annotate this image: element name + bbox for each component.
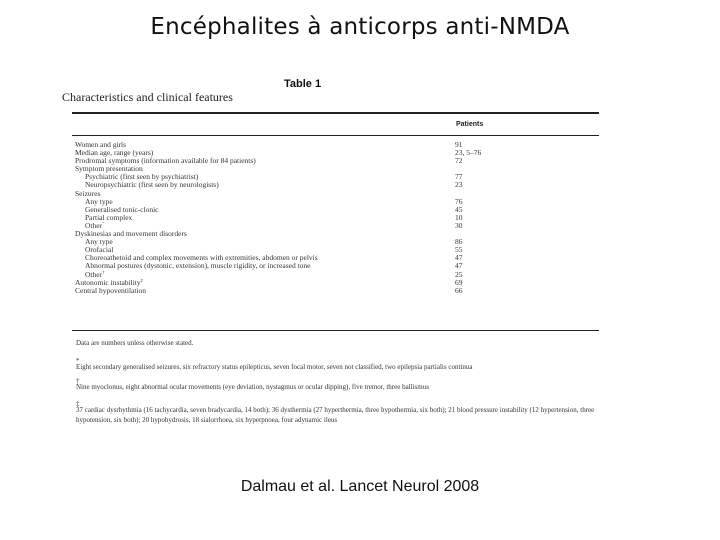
table-row: [75, 198, 599, 206]
row-label: [75, 222, 455, 230]
row-label: [75, 141, 455, 149]
row-value: 10: [455, 212, 463, 222]
table-row: [75, 279, 599, 287]
row-value: 77: [455, 172, 463, 182]
row-label-text: Orofacial: [85, 246, 114, 255]
row-value: 76: [455, 196, 463, 206]
table-row: [75, 190, 599, 198]
row-label: [75, 238, 455, 246]
row-value: 69: [455, 277, 463, 287]
table-body: [75, 141, 599, 295]
row-label: [75, 198, 455, 206]
table-row: [75, 149, 599, 157]
row-label-text: Neuropsychiatric (first seen by neurologists): [85, 181, 219, 190]
row-value: 55: [455, 245, 463, 255]
table-bottom-rule: [72, 330, 599, 331]
row-label: [75, 149, 455, 157]
row-label: [75, 230, 455, 238]
row-label: [75, 206, 455, 214]
row-label-text: Prodromal symptoms (information available for 84 patients): [75, 157, 256, 166]
row-label: [75, 173, 455, 181]
row-label-text: Central hypoventilation: [75, 286, 147, 295]
table-row: [75, 230, 599, 238]
row-label-text: Any type: [85, 238, 113, 247]
row-label-text: Generalised tonic-clonic: [85, 205, 159, 214]
footnote-ref: *: [102, 221, 105, 227]
row-label-text: Other: [85, 221, 103, 230]
row-value: 23, 5–76: [455, 148, 482, 158]
table-row: [75, 141, 599, 149]
row-label: [75, 254, 455, 262]
footnote-mark: *: [76, 357, 80, 365]
slide-title: Encéphalites à anticorps anti-NMDA: [150, 14, 570, 40]
row-value: 66: [455, 285, 463, 295]
table-row: [75, 222, 599, 230]
data-note: Data are numbers unless otherwise stated.: [76, 339, 194, 347]
table-row: [75, 165, 599, 173]
table-row: [75, 246, 599, 254]
row-label: [75, 165, 455, 173]
row-value: 23: [455, 180, 463, 190]
row-label: [75, 271, 455, 279]
row-label-text: Women and girls: [75, 141, 127, 149]
row-value: 86: [455, 237, 463, 247]
row-label-text: Any type: [85, 197, 113, 206]
row-value: 30: [455, 220, 463, 230]
row-label: [75, 287, 455, 295]
footnote-mark: †: [76, 377, 80, 385]
table-row: [75, 238, 599, 246]
row-label-text: Symptom presentation: [75, 165, 143, 174]
row-value: 25: [455, 269, 463, 279]
row-label: [75, 246, 455, 254]
row-label: [75, 214, 455, 222]
row-label-text: Other: [85, 270, 103, 279]
footnote-1: [76, 357, 596, 372]
table-row: [75, 181, 599, 189]
table-row: [75, 254, 599, 262]
footnote-ref: †: [102, 270, 105, 275]
row-label-text: Psychiatric (first seen by psychiatrist): [85, 173, 199, 182]
footnote-3: [76, 400, 596, 425]
footnote-mark: ‡: [76, 400, 80, 408]
column-header-patients: Patients: [456, 121, 484, 128]
footnote-text: Eight secondary generalised seizures, six refractory status epilepticus, seven focal motor, seven not classified, two epilepsia partialis continua: [76, 363, 473, 371]
footnote-text: Nine myoclonus, eight abnormal ocular movements (eye deviation, nystagmus or ocular dipping), five tremor, three ballismus: [76, 383, 429, 391]
table-row: [75, 214, 599, 222]
table-row: [75, 173, 599, 181]
row-value: 47: [455, 253, 463, 263]
table-top-rule: [72, 112, 599, 114]
table-row: [75, 271, 599, 279]
table-row: [75, 206, 599, 214]
footnote-text: 37 cardiac dysrhythmia (16 tachycardia, seven bradycardia, 14 both); 36 dysthermia (27 hyperthermia, three hypothermia, six both); 21 blood pressure instability (12 hypertension, three hypotension, six both); 20 hypohydrosis, 18 sialorrhoea, six hyperpnoea, four adynamic ileus: [76, 406, 595, 424]
row-label-text: Dyskinesias and movement disorders: [75, 230, 187, 239]
table-row: [75, 262, 599, 270]
row-value: 72: [455, 156, 463, 166]
row-value: 91: [455, 140, 463, 149]
row-value: 45: [455, 204, 463, 214]
row-label: [75, 157, 455, 165]
table-row: [75, 157, 599, 165]
table-title: Characteristics and clinical features: [62, 90, 233, 104]
row-value: 47: [455, 261, 463, 271]
header-rule: [72, 135, 599, 136]
table-row: [75, 287, 599, 295]
row-label-text: Median age, range (years): [75, 149, 154, 158]
row-label-text: Partial complex: [85, 213, 133, 222]
row-label: [75, 190, 455, 198]
citation: Dalmau et al. Lancet Neurol 2008: [240, 478, 480, 495]
footnote-ref: ‡: [140, 278, 144, 284]
table-caption: Table 1: [284, 78, 322, 90]
row-label: [75, 279, 455, 287]
footnote-2: [76, 377, 596, 392]
row-label-text: Choreoathetoid and complex movements with extremities, abdomen or pelvis: [85, 254, 318, 263]
row-label-text: Autonomic instability: [75, 278, 141, 287]
row-label-text: Seizures: [75, 189, 101, 198]
row-label: [75, 262, 455, 270]
row-label-text: Abnormal postures (dystonic, extension), muscle rigidity, or increased tone: [85, 262, 311, 271]
row-label: [75, 181, 455, 189]
